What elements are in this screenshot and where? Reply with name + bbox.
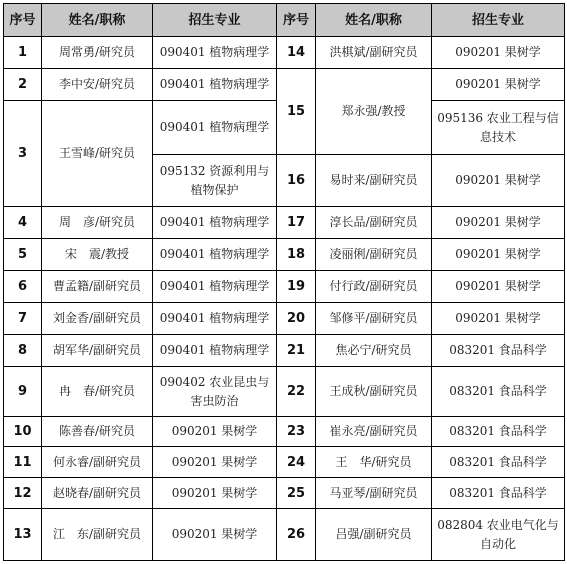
major-cell: 090401 植物病理学 [153, 207, 277, 239]
major-cell-right: 082804 农业电气化与自动化 [432, 509, 565, 561]
row-number-right: 22 [277, 367, 316, 417]
name-title-cell: 胡军华/副研究员 [42, 335, 153, 367]
name-title-cell: 宋 震/教授 [42, 239, 153, 271]
table-row [4, 69, 565, 101]
major-cell: 090401 植物病理学 [153, 69, 277, 101]
table-row [4, 271, 565, 303]
major-cell-right: 083201 食品科学 [432, 478, 565, 509]
major-cell-right: 090201 果树学 [432, 155, 565, 207]
row-number: 13 [4, 509, 42, 561]
row-number-right: 21 [277, 335, 316, 367]
row-number-right: 20 [277, 303, 316, 335]
row-number-right: 19 [277, 271, 316, 303]
row-number: 9 [4, 367, 42, 417]
major-cell: 090201 果树学 [153, 447, 277, 478]
major-cell-right: 090201 果树学 [432, 69, 565, 101]
row-number-right: 15 [277, 69, 316, 155]
name-title-cell-right: 王 华/研究员 [316, 447, 432, 478]
name-title-cell: 冉 春/研究员 [42, 367, 153, 417]
name-title-cell-right: 马亚琴/副研究员 [316, 478, 432, 509]
major-cell: 090402 农业昆虫与害虫防治 [153, 367, 277, 417]
major-cell: 090201 果树学 [153, 417, 277, 447]
name-title-cell-right: 王成秋/副研究员 [316, 367, 432, 417]
major-cell: 090401 植物病理学 [153, 37, 277, 69]
header-seq: 序号 [4, 4, 42, 37]
table-row [4, 367, 565, 417]
major-cell: 090401 植物病理学 [153, 335, 277, 367]
name-title-cell: 何永睿/副研究员 [42, 447, 153, 478]
row-number-right: 17 [277, 207, 316, 239]
major-cell: 090401 植物病理学 [153, 101, 277, 155]
major-cell: 090401 植物病理学 [153, 271, 277, 303]
table-row [4, 417, 565, 447]
row-number-right: 18 [277, 239, 316, 271]
row-number-right: 16 [277, 155, 316, 207]
header-major-right: 招生专业 [432, 4, 565, 37]
row-number: 2 [4, 69, 42, 101]
header-seq-right: 序号 [277, 4, 316, 37]
major-cell-right: 083201 食品科学 [432, 335, 565, 367]
row-number: 12 [4, 478, 42, 509]
header-name-title: 姓名/职称 [42, 4, 153, 37]
row-number: 4 [4, 207, 42, 239]
major-cell: 095132 资源利用与植物保护 [153, 155, 277, 207]
row-number: 7 [4, 303, 42, 335]
table-row [4, 239, 565, 271]
name-title-cell: 曹孟籍/副研究员 [42, 271, 153, 303]
name-title-cell-right: 付行政/副研究员 [316, 271, 432, 303]
major-cell-right: 083201 食品科学 [432, 417, 565, 447]
major-cell-right: 090201 果树学 [432, 271, 565, 303]
row-number-right: 14 [277, 37, 316, 69]
major-cell-right: 090201 果树学 [432, 303, 565, 335]
name-title-cell-right: 淳长品/副研究员 [316, 207, 432, 239]
table-row [4, 37, 565, 69]
name-title-cell-right: 吕强/副研究员 [316, 509, 432, 561]
major-cell: 090201 果树学 [153, 509, 277, 561]
major-cell-right: 083201 食品科学 [432, 367, 565, 417]
name-title-cell-right: 洪棋斌/副研究员 [316, 37, 432, 69]
row-number-right: 26 [277, 509, 316, 561]
name-title-cell: 江 东/副研究员 [42, 509, 153, 561]
row-number: 1 [4, 37, 42, 69]
name-title-cell: 周 彦/研究员 [42, 207, 153, 239]
name-title-cell: 赵晓春/副研究员 [42, 478, 153, 509]
name-title-cell-right: 邹修平/副研究员 [316, 303, 432, 335]
header-major: 招生专业 [153, 4, 277, 37]
major-cell: 090401 植物病理学 [153, 303, 277, 335]
name-title-cell-right: 崔永亮/副研究员 [316, 417, 432, 447]
name-title-cell: 刘金香/副研究员 [42, 303, 153, 335]
row-number-right: 24 [277, 447, 316, 478]
table-row [4, 509, 565, 561]
major-cell: 090401 植物病理学 [153, 239, 277, 271]
name-title-cell-right: 易时来/副研究员 [316, 155, 432, 207]
major-cell-right: 090201 果树学 [432, 239, 565, 271]
table-row [4, 335, 565, 367]
name-title-cell: 周常勇/研究员 [42, 37, 153, 69]
major-cell-right: 095136 农业工程与信息技术 [432, 101, 565, 155]
name-title-cell-right: 凌丽俐/副研究员 [316, 239, 432, 271]
major-cell-right: 090201 果树学 [432, 37, 565, 69]
name-title-cell: 李中安/研究员 [42, 69, 153, 101]
row-number: 3 [4, 101, 42, 207]
table-row [4, 303, 565, 335]
name-title-cell-right: 焦必宁/研究员 [316, 335, 432, 367]
row-number: 6 [4, 271, 42, 303]
row-number: 5 [4, 239, 42, 271]
name-title-cell-right: 郑永强/教授 [316, 69, 432, 155]
row-number-right: 25 [277, 478, 316, 509]
row-number-right: 23 [277, 417, 316, 447]
major-cell-right: 090201 果树学 [432, 207, 565, 239]
table-row [4, 207, 565, 239]
row-number: 10 [4, 417, 42, 447]
faculty-table [3, 3, 565, 561]
name-title-cell: 陈善春/研究员 [42, 417, 153, 447]
major-cell-right: 083201 食品科学 [432, 447, 565, 478]
row-number: 8 [4, 335, 42, 367]
header-name-title-right: 姓名/职称 [316, 4, 432, 37]
major-cell: 090201 果树学 [153, 478, 277, 509]
row-number: 11 [4, 447, 42, 478]
name-title-cell: 王雪峰/研究员 [42, 101, 153, 207]
table-row [4, 478, 565, 509]
table-row [4, 447, 565, 478]
header-row [4, 4, 565, 37]
